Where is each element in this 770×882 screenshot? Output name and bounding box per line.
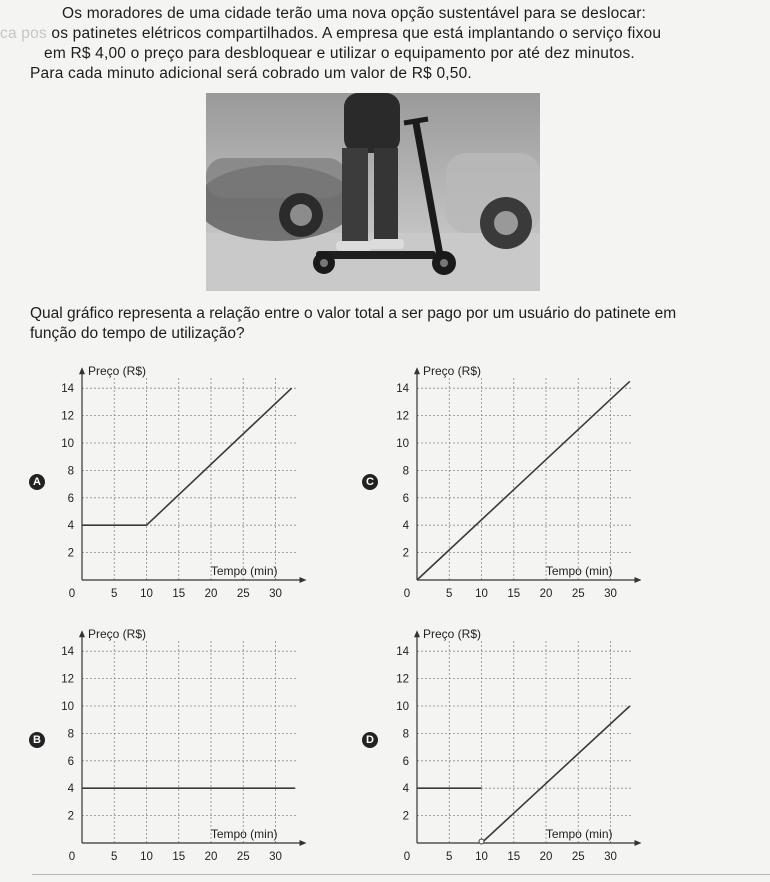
y-tick-label: 4	[67, 520, 74, 533]
y-axis-arrow	[79, 630, 85, 637]
chart-option-b	[50, 617, 315, 867]
bottom-divider	[32, 874, 770, 875]
y-tick-label: 12	[396, 673, 409, 686]
intro-paragraph	[0, 4, 742, 84]
x-tick-label: 5	[111, 588, 118, 600]
intro-faint-text: ca pos	[0, 25, 47, 42]
y-tick-label: 2	[67, 810, 74, 823]
x-tick-label: 0	[68, 851, 76, 863]
y-axis-arrow	[414, 367, 420, 374]
y-tick-label: 14	[396, 383, 409, 396]
y-axis-arrow	[79, 367, 85, 374]
y-tick-label: 4	[402, 783, 409, 796]
x-tick-label: 10	[475, 851, 488, 863]
x-tick-label: 15	[507, 851, 521, 863]
y-tick-label: 14	[396, 646, 409, 659]
option-b-badge[interactable]: B	[29, 732, 45, 748]
y-axis-title: Preço (R$)	[423, 364, 482, 379]
y-tick-label: 8	[67, 465, 74, 478]
x-axis-title: Tempo (min)	[210, 827, 278, 841]
intro-line-3: em R$ 4,00 o preço para desbloquear e utilizar o equipamento por até dez minutos.	[44, 45, 635, 62]
y-tick-label: 2	[67, 547, 74, 560]
y-tick-label: 8	[67, 728, 74, 741]
y-tick-label: 4	[402, 520, 409, 533]
x-tick-label: 5	[111, 851, 118, 863]
x-tick-label: 25	[236, 588, 250, 600]
y-tick-label: 8	[402, 465, 409, 478]
y-tick-label: 10	[396, 701, 409, 713]
question-line-1: Qual gráfico representa a relação entre o valor total a ser pago por um usuário do patinete em	[30, 305, 677, 322]
open-point	[479, 839, 484, 844]
x-tick-label: 0	[403, 851, 411, 863]
x-tick-label: 15	[172, 851, 186, 863]
x-tick-label: 30	[269, 588, 282, 600]
y-tick-label: 10	[61, 438, 74, 450]
y-tick-label: 10	[61, 701, 74, 713]
y-tick-label: 8	[402, 728, 409, 741]
x-tick-label: 20	[204, 851, 218, 863]
x-axis-arrow	[300, 577, 307, 583]
x-tick-label: 5	[446, 851, 453, 863]
data-line	[482, 706, 630, 843]
y-tick-label: 12	[61, 410, 74, 423]
y-axis-arrow	[414, 630, 420, 637]
x-tick-label: 30	[269, 851, 282, 863]
y-tick-label: 6	[402, 492, 409, 505]
chart-option-c	[385, 360, 650, 605]
y-tick-label: 6	[67, 492, 74, 505]
x-axis-title: Tempo (min)	[545, 564, 613, 578]
data-line	[147, 388, 292, 525]
y-tick-label: 12	[61, 673, 74, 686]
y-tick-label: 2	[402, 547, 409, 560]
option-a-badge[interactable]: A	[29, 474, 45, 490]
x-tick-label: 20	[204, 588, 218, 600]
x-tick-label: 15	[172, 588, 186, 600]
x-axis-arrow	[300, 840, 307, 846]
x-tick-label: 30	[604, 588, 617, 600]
y-tick-label: 14	[61, 383, 74, 396]
x-tick-label: 5	[446, 588, 453, 600]
x-axis-arrow	[635, 840, 642, 846]
x-axis-title: Tempo (min)	[210, 564, 278, 578]
x-tick-label: 25	[571, 588, 585, 600]
intro-line-4: Para cada minuto adicional será cobrado um valor de R$ 0,50.	[30, 65, 472, 82]
y-axis-title: Preço (R$)	[423, 627, 482, 642]
intro-line-2: os patinetes elétricos compartilhados. A empresa que está implantando o serviço fixou	[51, 25, 662, 42]
x-tick-label: 10	[475, 588, 488, 600]
chart-option-d	[385, 617, 650, 867]
question-paragraph	[30, 304, 742, 344]
y-tick-label: 12	[396, 410, 409, 423]
option-d-badge[interactable]: D	[362, 732, 378, 748]
x-tick-label: 25	[236, 851, 250, 863]
y-tick-label: 14	[61, 646, 74, 659]
y-tick-label: 2	[402, 810, 409, 823]
y-tick-label: 6	[67, 755, 74, 768]
scooter-illustration	[206, 93, 540, 291]
x-tick-label: 15	[507, 588, 521, 600]
x-tick-label: 0	[68, 588, 76, 600]
scooter-photo	[206, 93, 540, 291]
x-axis-title: Tempo (min)	[545, 827, 613, 841]
option-c-badge[interactable]: C	[362, 474, 378, 490]
x-tick-label: 25	[571, 851, 585, 863]
intro-line-1: Os moradores de uma cidade terão uma nova opção sustentável para se deslocar:	[62, 5, 647, 22]
x-tick-label: 0	[403, 588, 411, 600]
y-axis-title: Preço (R$)	[88, 627, 147, 642]
x-tick-label: 20	[539, 851, 553, 863]
question-line-2: função do tempo de utilização?	[30, 325, 245, 342]
x-tick-label: 20	[539, 588, 553, 600]
x-tick-label: 10	[140, 588, 153, 600]
y-axis-title: Preço (R$)	[88, 364, 147, 379]
y-tick-label: 6	[402, 755, 409, 768]
x-axis-arrow	[635, 577, 642, 583]
y-tick-label: 4	[67, 783, 74, 796]
chart-option-a	[50, 360, 315, 605]
intro-line-2-wrap	[0, 24, 742, 44]
x-tick-label: 30	[604, 851, 617, 863]
y-tick-label: 10	[396, 438, 409, 450]
x-tick-label: 10	[140, 851, 153, 863]
